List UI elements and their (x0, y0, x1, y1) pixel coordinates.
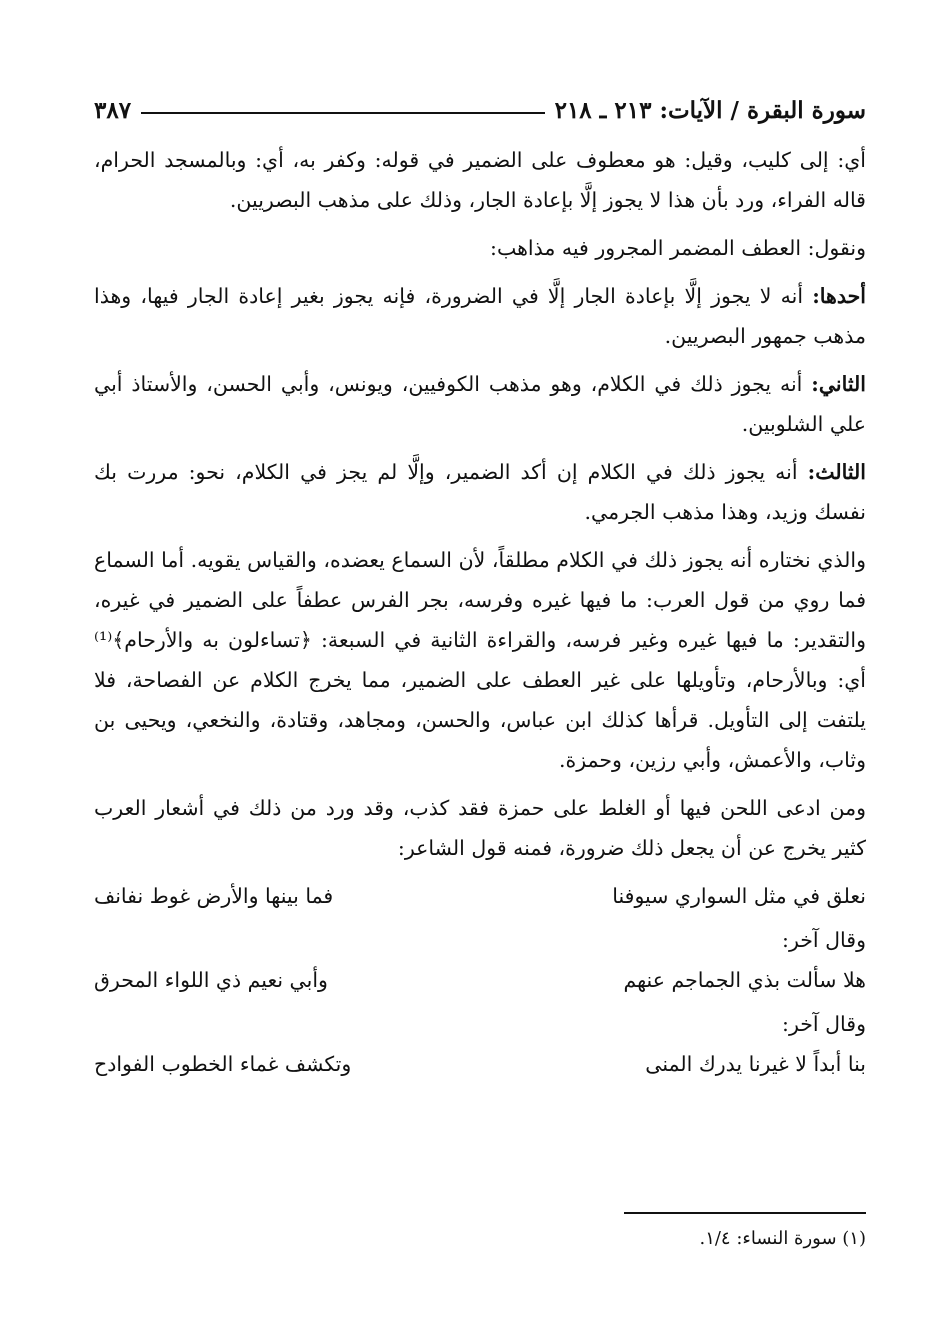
main-text (94, 140, 866, 1084)
verse-first-hemistich: هلا سألت بذي الجماجم عنهم (623, 968, 866, 992)
verse-first-hemistich: بنا أبداً لا غيرنا يدرك المنى (645, 1052, 866, 1076)
paragraph-lead: الثاني: (811, 372, 866, 396)
verse-second-hemistich: فما بينها والأرض غوط نفانف (94, 884, 334, 908)
verse-first-hemistich: نعلق في مثل السواري سيوفنا (612, 884, 866, 908)
paragraph: ونقول: العطف المضمر المجرور فيه مذاهب: (490, 236, 866, 260)
paragraph: ومن ادعى اللحن فيها أو الغلط على حمزة فقد كذب، وقد ورد من ذلك في أشعار العرب كثير يخرج عن أن يجعل ذلك ضرورة، فمنه قول الشاعر: (94, 796, 866, 860)
verse-intro: وقال آخر: (782, 1012, 866, 1036)
header-rule (141, 112, 545, 114)
poem-verse (94, 1044, 866, 1084)
paragraph: والذي نختاره أنه يجوز ذلك في الكلام مطلقاً، لأن السماع يعضده، والقياس يقويه. أما السماع فما روي من قول العرب: ما فيها غيره وفرسه، بجر الفرس عطفاً على الضمير في غيره، والتقدير: ما فيها غيره وغير فرسه، والقراءة الثانية في السبعة: ﴿تساءلون به والأرحام﴾⁽¹⁾ أي: وبالأرحام، وتأويلها على غير العطف على الضمير، مما يخرج الكلام عن الفصاحة، فلا يلتفت إلى التأويل. قرأها كذلك ابن عباس، والحسن، ومجاهد، وقتادة، والنخعي، ويحيى بن وثاب، والأعمش، وأبي رزين، وحمزة. (94, 548, 866, 772)
page-header (94, 84, 866, 124)
footnote: (١) سورة النساء: ١/٤. (699, 1228, 866, 1249)
poem-verse (94, 960, 866, 1000)
paragraph: الثاني: أنه يجوز ذلك في الكلام، وهو مذهب الكوفيين، ويونس، وأبي الحسن، والأستاذ أبي علي الشلوبين. (94, 372, 866, 436)
paragraph: أحدها: أنه لا يجوز إلَّا بإعادة الجار إلَّا في الضرورة، فإنه يجوز بغير إعادة الجار فيها، وهذا مذهب جمهور البصريين. (94, 284, 866, 348)
verse-second-hemistich: وتكشف غماء الخطوب الفوادح (94, 1052, 352, 1076)
paragraph-lead: أحدها: (812, 284, 866, 308)
running-title: سورة البقرة / الآيات: ٢١٣ ـ ٢١٨ (554, 97, 866, 124)
footnote-rule (624, 1212, 866, 1214)
page-number: ٣٨٧ (94, 97, 132, 124)
verse-second-hemistich: وأبي نعيم ذي اللواء المحرق (94, 968, 328, 992)
paragraph: أي: إلى كليب، وقيل: هو معطوف على الضمير في قوله: وكفر به، أي: وبالمسجد الحرام، قاله الفراء، ورد بأن هذا لا يجوز إلَّا بإعادة الجار، وذلك على مذهب البصريين. (94, 148, 866, 212)
poem-verse (94, 876, 866, 916)
paragraph: الثالث: أنه يجوز ذلك في الكلام إن أكد الضمير، وإلَّا لم يجز في الكلام، نحو: مررت بك نفسك وزيد، وهذا مذهب الجرمي. (94, 460, 866, 524)
paragraph-lead: الثالث: (807, 460, 866, 484)
verse-intro: وقال آخر: (782, 928, 866, 952)
